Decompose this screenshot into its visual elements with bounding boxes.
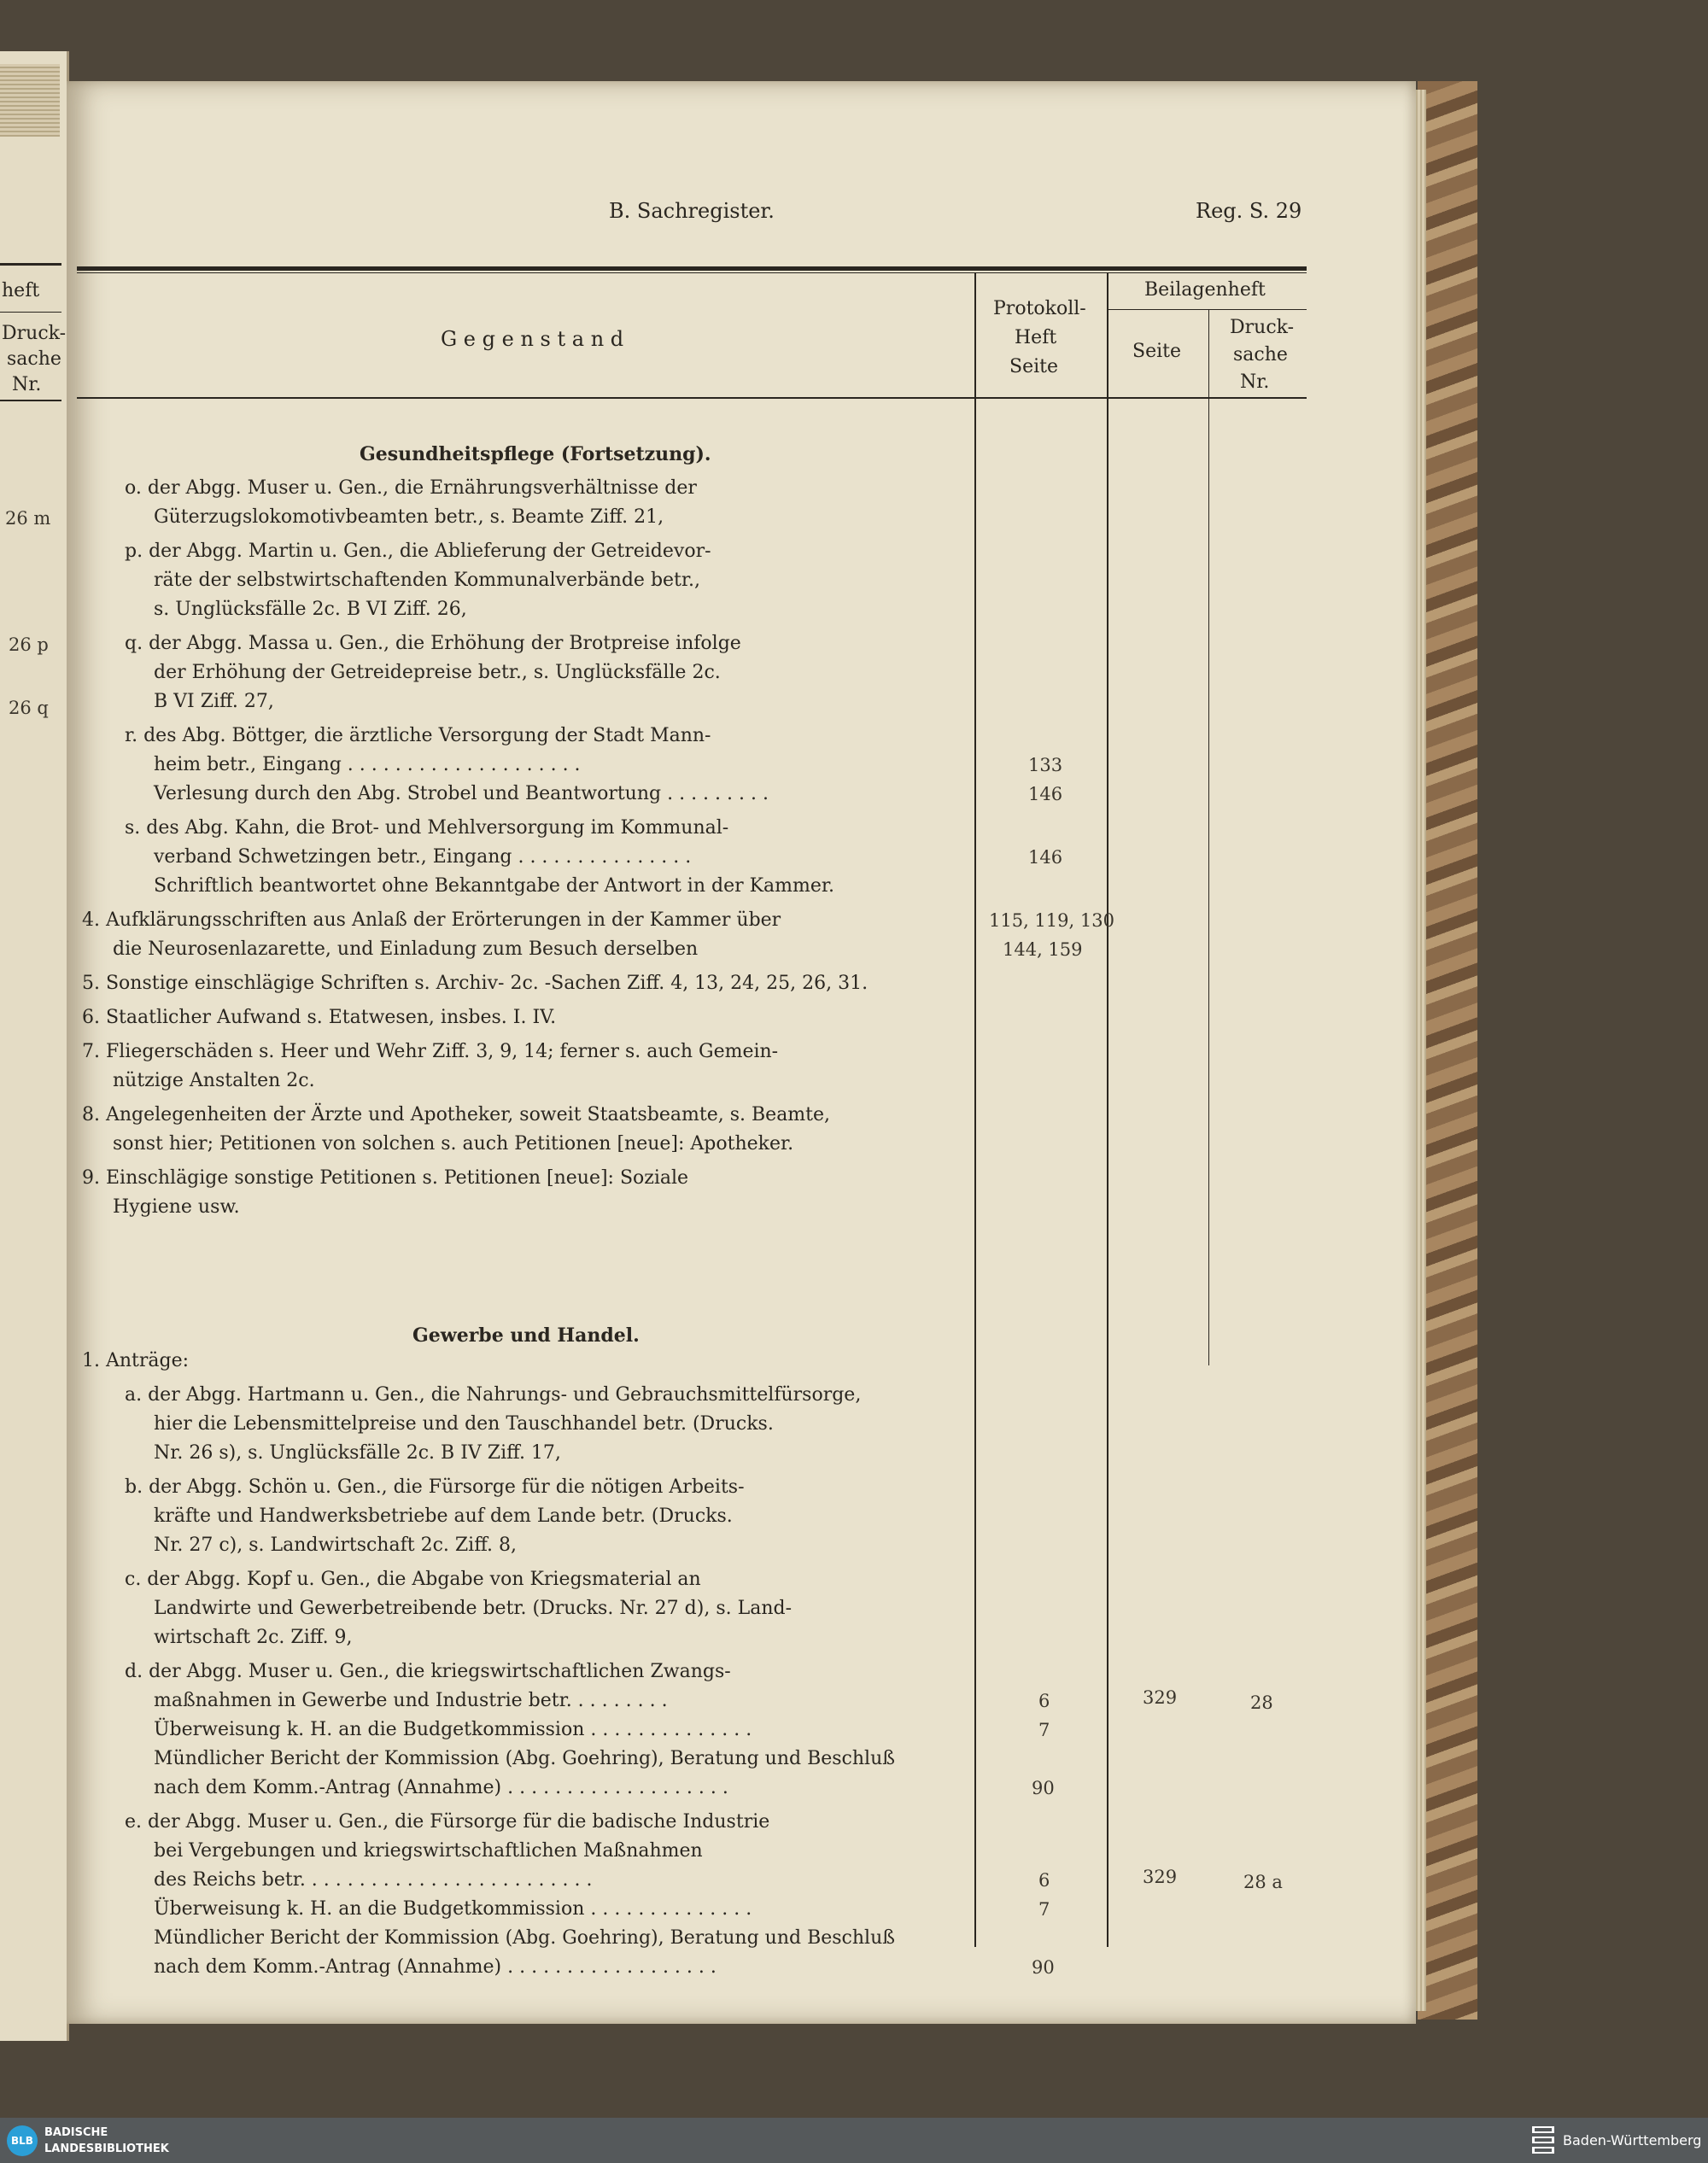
entry-line: nach dem Komm.-Antrag (Annahme) . . . . . . . . . . . . . . . . . . (154, 1956, 717, 1978)
entry-line: Mündlicher Bericht der Kommission (Abg. Goehring), Beratung und Beschluß (154, 1748, 895, 1769)
header-rule-bottom (77, 397, 1307, 399)
left-col-header-4: Nr. (12, 374, 42, 395)
drucksache-nr: 28 (1250, 1692, 1273, 1713)
entry-line: 4. Aufklärungsschriften aus Anlaß der Erörterungen in der Kammer über (82, 909, 781, 931)
column-rule-protokoll (974, 273, 976, 1947)
drucksache-nr: 28 a (1243, 1872, 1283, 1892)
book-page (67, 81, 1416, 2024)
entry-line: Überweisung k. H. an die Budgetkommission . . . . . . . . . . . . . . (154, 1719, 752, 1740)
entry-line: nützige Anstalten 2c. (113, 1070, 315, 1091)
entry-line: wirtschaft 2c. Ziff. 9, (154, 1627, 353, 1648)
entry-line: Nr. 26 s), s. Unglücksfälle 2c. B IV Ziff. 17, (154, 1442, 561, 1464)
entry-line: Überweisung k. H. an die Budgetkommission . . . . . . . . . . . . . . (154, 1898, 752, 1920)
state-name[interactable]: Baden-Württemberg (1563, 2132, 1702, 2148)
left-col-header-2: Druck- (2, 323, 67, 344)
left-ref: 26 q (9, 698, 49, 718)
protokoll-page: 90 (1032, 1957, 1055, 1978)
entry-line: r. des Abg. Böttger, die ärztliche Versorgung der Stadt Mann- (125, 725, 711, 746)
protokoll-page: 6 (1038, 1691, 1050, 1711)
entry-line: hier die Lebensmittelpreise und den Tauschhandel betr. (Drucks. (154, 1413, 774, 1435)
entry-line: Nr. 27 c), s. Landwirtschaft 2c. Ziff. 8, (154, 1535, 518, 1556)
protokoll-page: 7 (1038, 1720, 1050, 1740)
entry-line: Mündlicher Bericht der Kommission (Abg. Goehring), Beratung und Beschluß (154, 1927, 895, 1949)
entry-line: 5. Sonstige einschlägige Schriften s. Archiv- 2c. -Sachen Ziff. 4, 13, 24, 25, 26, 31. (82, 973, 869, 994)
protokoll-page: 146 (1028, 847, 1063, 868)
entry-line: Hygiene usw. (113, 1196, 240, 1218)
entry-line: 7. Fliegerschäden s. Heer und Wehr Ziff. 3, 9, 14; ferner s. auch Gemein- (82, 1041, 779, 1062)
entry-line: b. der Abgg. Schön u. Gen., die Fürsorge für die nötigen Arbeits- (125, 1476, 745, 1498)
beilagen-rule (1107, 309, 1307, 310)
column-rule-seite (1107, 273, 1108, 1947)
entry-line: a. der Abgg. Hartmann u. Gen., die Nahrungs- und Gebrauchsmittelfürsorge, (125, 1384, 862, 1406)
entry-line: c. der Abgg. Kopf u. Gen., die Abgabe von Kriegsmaterial an (125, 1569, 701, 1590)
baden-wuerttemberg-lions-icon (1530, 2125, 1556, 2155)
entry-line: kräfte und Handwerksbetriebe auf dem Lande betr. (Drucks. (154, 1505, 733, 1527)
protokoll-page: 7 (1038, 1899, 1050, 1920)
left-ref: 26 p (9, 634, 49, 655)
entry-line: Schriftlich beantwortet ohne Bekanntgabe der Antwort in der Kammer. (154, 875, 835, 897)
entry-line: 8. Angelegenheiten der Ärzte und Apotheker, soweit Staatsbeamte, s. Beamte, (82, 1104, 831, 1125)
entry-line: Landwirte und Gewerbetreibende betr. (Drucks. Nr. 27 d), s. Land- (154, 1598, 793, 1619)
left-rule-top (0, 263, 61, 266)
protokoll-page: 144, 159 (1003, 939, 1083, 960)
left-rule-bottom (0, 400, 61, 401)
entry-line: Güterzugslokomotivbeamten betr., s. Beamte Ziff. 21, (154, 506, 664, 528)
section-title-gesundheit: Gesundheitspflege (Fortsetzung). (360, 443, 711, 465)
entry-line: verband Schwetzingen betr., Eingang . . . . . . . . . . . . . . . (154, 846, 692, 868)
running-title: B. Sachregister. (609, 199, 775, 223)
entry-line: o. der Abgg. Muser u. Gen., die Ernährungsverhältnisse der (125, 477, 697, 499)
left-col-header-1: heft (2, 280, 40, 301)
footer-bar (0, 2118, 1708, 2163)
left-ref: 26 m (5, 508, 51, 529)
book-cover-edge (1418, 81, 1477, 2020)
column-header-beilagenheft: Beilagenheft (1144, 279, 1266, 301)
entry-line: heim betr., Eingang . . . . . . . . . . . . . . . . . . . . (154, 754, 581, 775)
header-rule-top (77, 266, 1307, 271)
column-header-druck-1: Druck- (1230, 317, 1295, 338)
column-header-gegenstand: G e g e n s t a n d (441, 327, 624, 351)
entry-line: 9. Einschlägige sonstige Petitionen s. Petitionen [neue]: Soziale (82, 1167, 689, 1189)
entry-line: q. der Abgg. Massa u. Gen., die Erhöhung der Brotpreise infolge (125, 633, 741, 654)
entry-line: 1. Anträge: (82, 1350, 190, 1371)
entry-line: bei Vergebungen und kriegswirtschaftlichen Maßnahmen (154, 1840, 703, 1862)
column-header-protokoll-3: Seite (1009, 356, 1058, 377)
entry-line: s. des Abg. Kahn, die Brot- und Mehlversorgung im Kommunal- (125, 817, 729, 839)
library-name-line-1: BADISCHE (44, 2126, 108, 2139)
entry-line: Verlesung durch den Abg. Strobel und Beantwortung . . . . . . . . . (154, 783, 769, 804)
protokoll-page: 6 (1038, 1870, 1050, 1891)
library-name-line-2: LANDESBIBLIOTHEK (44, 2143, 169, 2155)
left-rule-mid (0, 312, 61, 313)
protokoll-page: 133 (1028, 755, 1063, 775)
column-header-druck-2: sache (1233, 344, 1288, 365)
beilagen-seite: 329 (1143, 1867, 1178, 1887)
protokoll-page: 115, 119, 130 (989, 910, 1114, 931)
column-header-protokoll-2: Heft (1015, 327, 1057, 348)
library-name[interactable] (44, 2125, 169, 2157)
column-header-protokoll-1: Protokoll- (993, 298, 1086, 319)
section-title-gewerbe: Gewerbe und Handel. (412, 1324, 640, 1347)
entry-line: der Erhöhung der Getreidepreise betr., s. Unglücksfälle 2c. (154, 662, 721, 683)
entry-line: e. der Abgg. Muser u. Gen., die Fürsorge für die badische Industrie (125, 1811, 770, 1833)
entry-line: p. der Abgg. Martin u. Gen., die Ablieferung der Getreidevor- (125, 541, 711, 562)
protokoll-page: 146 (1028, 784, 1063, 804)
left-col-header-3: sache (7, 348, 61, 370)
entry-line: d. der Abgg. Muser u. Gen., die kriegswirtschaftlichen Zwangs- (125, 1661, 731, 1682)
entry-line: räte der selbstwirtschaftenden Kommunalverbände betr., (154, 570, 700, 591)
column-rule-druck (1208, 310, 1209, 1365)
column-header-seite: Seite (1132, 341, 1181, 362)
entry-line: B VI Ziff. 27, (154, 691, 274, 712)
entry-line: des Reichs betr. . . . . . . . . . . . . . . . . . . . . . . . . (154, 1869, 593, 1891)
entry-line: maßnahmen in Gewerbe und Industrie betr. . . . . . . . . (154, 1690, 668, 1711)
beilagen-seite: 329 (1143, 1687, 1178, 1708)
header-rule-thin (77, 272, 1307, 273)
entry-line: die Neurosenlazarette, und Einladung zum Besuch derselben (113, 938, 699, 960)
entry-line: nach dem Komm.-Antrag (Annahme) . . . . . . . . . . . . . . . . . . . (154, 1777, 728, 1798)
blb-logo-icon[interactable]: BLB (7, 2125, 38, 2156)
entry-line: 6. Staatlicher Aufwand s. Etatwesen, insbes. I. IV. (82, 1007, 557, 1028)
page-stack-left (0, 64, 60, 137)
column-header-druck-3: Nr. (1240, 371, 1270, 393)
entry-line: s. Unglücksfälle 2c. B VI Ziff. 26, (154, 599, 467, 620)
page-reference: Reg. S. 29 (1196, 199, 1302, 223)
entry-line: sonst hier; Petitionen von solchen s. auch Petitionen [neue]: Apotheker. (113, 1133, 794, 1155)
protokoll-page: 90 (1032, 1778, 1055, 1798)
